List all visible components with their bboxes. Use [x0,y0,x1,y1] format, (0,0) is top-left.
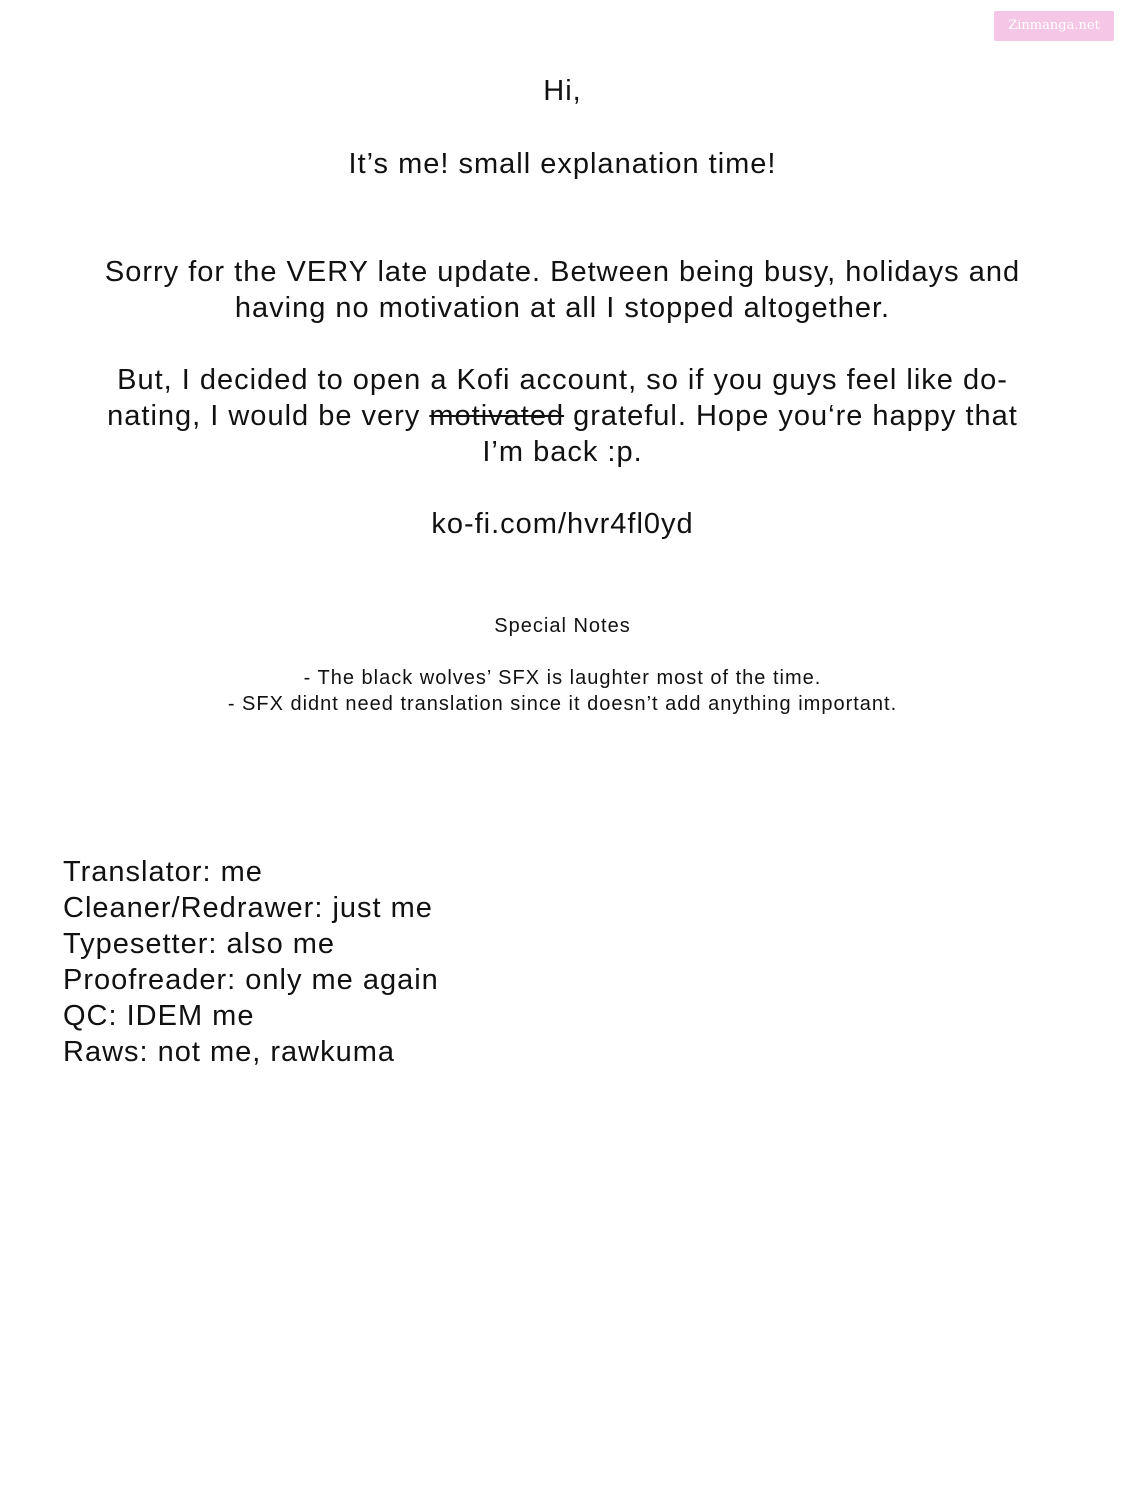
struck-word: motivated [429,400,565,432]
kofi-line: I’m back :p. [482,436,643,468]
credit-cleaner: Cleaner/Redrawer: just me [63,892,433,924]
kofi-line [0,398,1125,434]
credit-translator: Translator: me [63,856,263,888]
watermark: Zinmanga.net [994,11,1114,41]
note-item: - SFX didnt need translation since it doesn’t add anything important. [227,693,898,715]
special-notes-title: Special Notes [494,615,631,637]
credit-raws: Raws: not me, rawkuma [63,1036,396,1068]
kofi-link: ko-fi.com/hvr4fl0yd [431,508,694,540]
kofi-paragraph [0,362,1125,470]
credit-typesetter: Typesetter: also me [63,928,336,960]
intro-text: It’s me! small explanation time! [348,148,777,180]
note-item: - The black wolves’ SFX is laughter most of the time. [303,667,822,689]
kofi-line: But, I decided to open a Kofi account, so if you guys feel like do- [117,364,1008,396]
greeting-text: Hi, [543,75,582,107]
special-notes [0,665,1125,717]
apology-line: having no motivation at all I stopped altogether. [234,292,891,324]
kofi-line-end: grateful. Hope you‘re happy that [564,400,1018,432]
apology-line: Sorry for the VERY late update. Between being busy, holidays and [104,256,1021,288]
credits-list [63,854,439,1070]
kofi-line-start: nating, I would be very [107,400,430,432]
credit-proofreader: Proofreader: only me again [63,964,439,996]
credit-qc: QC: IDEM me [63,1000,255,1032]
apology-paragraph [0,254,1125,326]
